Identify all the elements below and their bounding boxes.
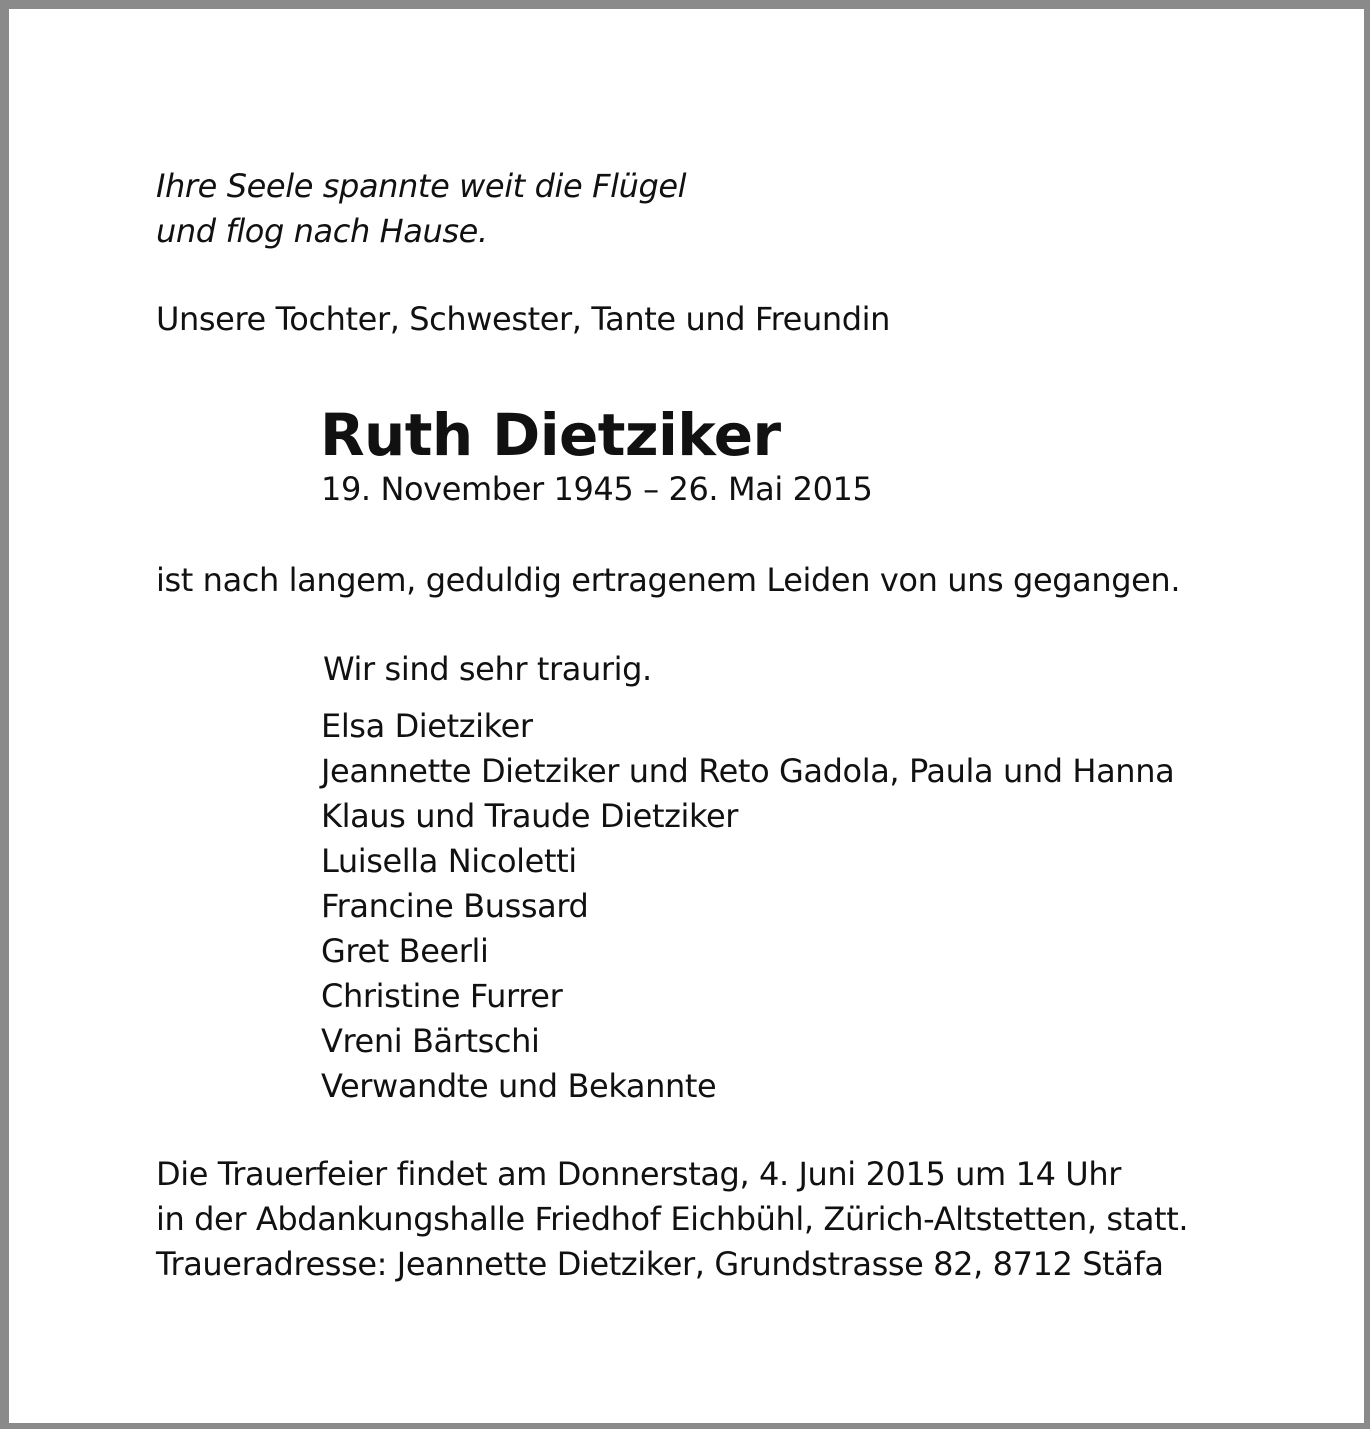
motto-line-2: und flog nach Hause. — [156, 212, 488, 250]
intro-text: Unsere Tochter, Schwester, Tante und Freundin — [156, 300, 890, 338]
funeral-line-3: Traueradresse: Jeannette Dietziker, Grundstrasse 82, 8712 Stäfa — [156, 1245, 1164, 1283]
mourners-list — [321, 704, 1174, 1109]
passed-away-text: ist nach langem, geduldig ertragenem Leiden von uns gegangen. — [156, 561, 1181, 599]
funeral-line-1: Die Trauerfeier findet am Donnerstag, 4. Juni 2015 um 14 Uhr — [156, 1155, 1121, 1193]
motto-line-1: Ihre Seele spannte weit die Flügel — [156, 167, 687, 205]
mourner-item: Vreni Bärtschi — [321, 1022, 540, 1060]
mourner-item: Verwandte und Bekannte — [321, 1067, 717, 1105]
mourner-item: Jeannette Dietziker und Reto Gadola, Paula und Hanna — [321, 752, 1175, 790]
funeral-info — [156, 1152, 1188, 1287]
mourner-item: Luisella Nicoletti — [321, 842, 577, 880]
life-dates: 19. November 1945 – 26. Mai 2015 — [321, 470, 873, 508]
mourner-item: Gret Beerli — [321, 932, 489, 970]
mourner-item: Klaus und Traude Dietziker — [321, 797, 739, 835]
motto-verse — [156, 164, 686, 254]
sadness-text: Wir sind sehr traurig. — [323, 650, 652, 688]
mourner-item: Christine Furrer — [321, 977, 563, 1015]
deceased-name: Ruth Dietziker — [320, 401, 781, 469]
mourner-item: Francine Bussard — [321, 887, 589, 925]
mourner-item: Elsa Dietziker — [321, 707, 533, 745]
funeral-line-2: in der Abdankungshalle Friedhof Eichbühl, Zürich-Altstetten, statt. — [156, 1200, 1189, 1238]
